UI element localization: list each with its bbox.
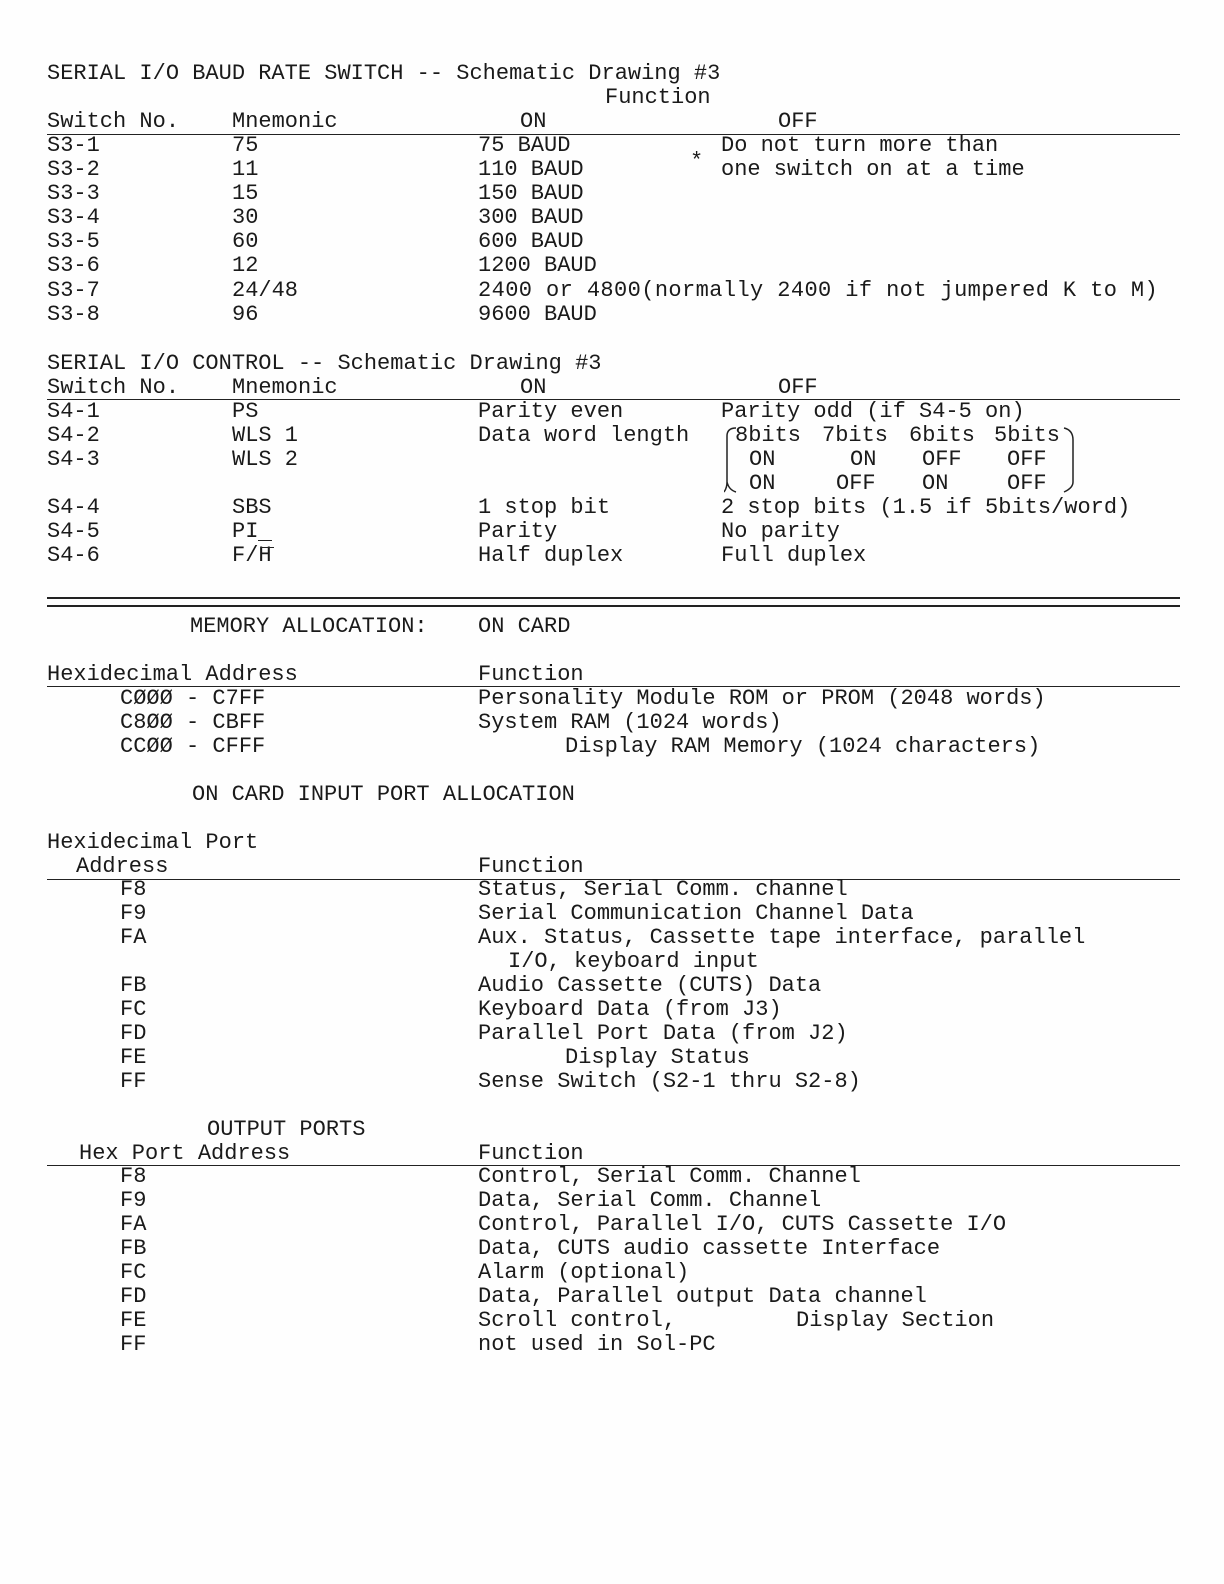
table-row-on: 1 stop bit: [478, 495, 611, 520]
table-row-switch: S4-4: [47, 495, 100, 520]
table-row-on: 1200 BAUD: [478, 253, 597, 278]
table-row-mnemonic: 60: [232, 229, 259, 254]
table-row-function: Data, Parallel output Data channel: [478, 1284, 927, 1309]
table-row-address: CØØØ - C7FF: [120, 686, 266, 711]
table-row-mnemonic: F/H: [232, 543, 272, 568]
table-row-mnemonic: WLS 1: [232, 423, 299, 448]
table-row-function: Status, Serial Comm. channel: [478, 877, 848, 902]
control-header-switch: Switch No.: [47, 375, 180, 400]
wls-cell: OFF: [836, 471, 876, 496]
table-row-function: Keyboard Data (from J3): [478, 997, 782, 1022]
table-row-on: Data word length: [478, 423, 690, 448]
baud-header-mnemonic: Mnemonic: [232, 109, 338, 134]
table-row-address: FF: [120, 1069, 147, 1094]
table-row-switch: S3-3: [47, 181, 100, 206]
baud-section-title: SERIAL I/O BAUD RATE SWITCH -- Schematic Drawing #3: [47, 61, 721, 86]
table-row-mnemonic: 11: [232, 157, 259, 182]
memory-section-title: MEMORY ALLOCATION:: [190, 614, 428, 639]
table-row-address: FC: [120, 997, 147, 1022]
table-row-on: 110 BAUD: [478, 157, 584, 182]
table-row-off: 2 stop bits (1.5 if 5bits/word): [721, 495, 1131, 520]
table-row-address: FB: [120, 973, 147, 998]
table-row-address: FE: [120, 1308, 147, 1333]
table-row-on: 9600 BAUD: [478, 302, 597, 327]
baud-note-line2: one switch on at a time: [721, 157, 1025, 182]
control-header-mnemonic: Mnemonic: [232, 375, 338, 400]
table-row-on: 300 BAUD: [478, 205, 584, 230]
table-row-switch: S4-3: [47, 447, 100, 472]
right-brace: [1062, 426, 1076, 494]
table-row-function: Parallel Port Data (from J2): [478, 1021, 848, 1046]
table-row-address: FD: [120, 1021, 147, 1046]
table-row-on: 600 BAUD: [478, 229, 584, 254]
table-row-address: FB: [120, 1236, 147, 1261]
input-header-address-line1: Hexidecimal Port: [47, 830, 259, 855]
wls-cell: ON: [749, 447, 776, 472]
table-row-address: FE: [120, 1045, 147, 1070]
table-row-mnemonic: 75: [232, 133, 259, 158]
table-row-switch: S3-5: [47, 229, 100, 254]
table-row-switch: S3-7: [47, 278, 100, 303]
table-row-on: 2400 or 4800(normally 2400 if not jumpered K to M): [478, 278, 1159, 303]
table-row-function: Data, Serial Comm. Channel: [478, 1188, 822, 1213]
table-row-address: FF: [120, 1332, 147, 1357]
table-row-address: FA: [120, 1212, 147, 1237]
wls-col-7bits: 7bits: [822, 423, 889, 448]
input-header-function: Function: [478, 854, 584, 879]
table-row-mnemonic: 30: [232, 205, 259, 230]
memory-header-function: Function: [478, 662, 584, 687]
table-row-function: Display Status: [565, 1045, 750, 1070]
control-section-title: SERIAL I/O CONTROL -- Schematic Drawing #3: [47, 351, 602, 376]
table-row-switch: S3-8: [47, 302, 100, 327]
table-row-mnemonic: PS: [232, 399, 259, 424]
table-row-off: Parity odd (if S4-5 on): [721, 399, 1025, 424]
table-row-off: No parity: [721, 519, 840, 544]
output-header-address: Hex Port Address: [79, 1141, 291, 1166]
input-header-address-line2: Address: [76, 854, 169, 879]
wls-cell: OFF: [1007, 471, 1047, 496]
table-row-function: Serial Communication Channel Data: [478, 901, 914, 926]
wls-col-6bits: 6bits: [909, 423, 976, 448]
table-row-function: Control, Serial Comm. Channel: [478, 1164, 861, 1189]
wls-cell: OFF: [1007, 447, 1047, 472]
output-ports-title: OUTPUT PORTS: [207, 1117, 366, 1142]
table-row-function: Scroll control,: [478, 1308, 677, 1333]
table-row-function: Display RAM Memory (1024 characters): [565, 734, 1041, 759]
table-row-switch: S3-2: [47, 157, 100, 182]
memory-header-address: Hexidecimal Address: [47, 662, 298, 687]
wls-cell: OFF: [922, 447, 962, 472]
section-divider-bottom: [47, 605, 1180, 607]
table-row-function: not used in Sol-PC: [478, 1332, 716, 1357]
wls-cell: ON: [922, 471, 949, 496]
table-row-function: Alarm (optional): [478, 1260, 690, 1285]
table-row-on: 150 BAUD: [478, 181, 584, 206]
table-row-mnemonic: 24/48: [232, 278, 299, 303]
table-row-function: Data, CUTS audio cassette Interface: [478, 1236, 941, 1261]
wls-cell: ON: [749, 471, 776, 496]
table-row-switch: S4-1: [47, 399, 100, 424]
table-row-address: FA: [120, 925, 147, 950]
table-row-on: Half duplex: [478, 543, 624, 568]
table-row-on: Parity even: [478, 399, 624, 424]
table-row-mnemonic: SBS: [232, 495, 272, 520]
wls-col-8bits: 8bits: [735, 423, 802, 448]
baud-header-off: OFF: [778, 109, 818, 134]
table-row-off: Full duplex: [721, 543, 867, 568]
table-row-function-cont: I/O, keyboard input: [508, 949, 759, 974]
table-row-switch: S3-4: [47, 205, 100, 230]
control-header-on: ON: [520, 375, 547, 400]
left-brace: [724, 426, 738, 494]
input-ports-title: ON CARD INPUT PORT ALLOCATION: [192, 782, 575, 807]
table-row-address: F8: [120, 877, 147, 902]
table-row-mnemonic: 96: [232, 302, 259, 327]
table-row-function: Audio Cassette (CUTS) Data: [478, 973, 822, 998]
table-row-mnemonic: WLS 2: [232, 447, 299, 472]
table-row-switch: S4-5: [47, 519, 100, 544]
baud-note-line1: Do not turn more than: [721, 133, 999, 158]
table-row-address: CCØØ - CFFF: [120, 734, 266, 759]
table-row-switch: S3-6: [47, 253, 100, 278]
table-row-function: Aux. Status, Cassette tape interface, parallel: [478, 925, 1086, 950]
table-row-on: 75 BAUD: [478, 133, 571, 158]
output-header-function: Function: [478, 1141, 584, 1166]
table-row-address: FC: [120, 1260, 147, 1285]
table-row-function: Sense Switch (S2-1 thru S2-8): [478, 1069, 861, 1094]
baud-header-switch: Switch No.: [47, 109, 180, 134]
table-row-on: Parity: [478, 519, 558, 544]
section-divider-top: [47, 597, 1180, 599]
pi-underline: [258, 540, 272, 541]
table-row-function: Control, Parallel I/O, CUTS Cassette I/O: [478, 1212, 1007, 1237]
table-row-switch: S4-2: [47, 423, 100, 448]
baud-function-header: Function: [605, 85, 711, 110]
table-row-address: F9: [120, 901, 147, 926]
h-overline: [261, 547, 274, 548]
table-row-address: FD: [120, 1284, 147, 1309]
baud-header-rule: [47, 134, 1180, 135]
table-row-address: F8: [120, 1164, 147, 1189]
table-row-function: System RAM (1024 words): [478, 710, 782, 735]
table-row-address: F9: [120, 1188, 147, 1213]
table-row-switch: S3-1: [47, 133, 100, 158]
baud-header-on: ON: [520, 109, 547, 134]
table-row-function: Personality Module ROM or PROM (2048 words): [478, 686, 1046, 711]
table-row-mnemonic: PI: [232, 519, 259, 544]
table-row-function-cont: Display Section: [796, 1308, 995, 1333]
table-row-switch: S4-6: [47, 543, 100, 568]
table-row-mnemonic: 12: [232, 253, 259, 278]
memory-section-title-right: ON CARD: [478, 614, 571, 639]
wls-col-5bits: 5bits: [994, 423, 1061, 448]
table-row-mnemonic: 15: [232, 181, 259, 206]
asterisk-note-marker: *: [690, 149, 704, 174]
control-header-off: OFF: [778, 375, 818, 400]
table-row-address: C8ØØ - CBFF: [120, 710, 266, 735]
wls-cell: ON: [850, 447, 877, 472]
